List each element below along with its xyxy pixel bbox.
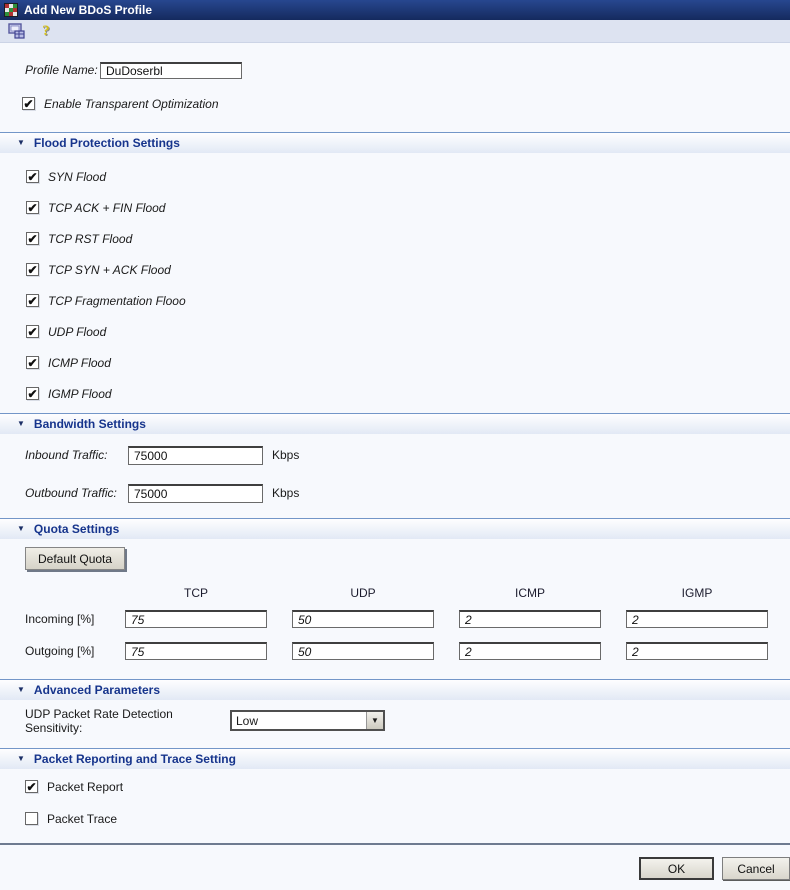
inbound-traffic-input[interactable] — [128, 446, 263, 465]
icmp-flood-checkbox[interactable]: ✔ — [27, 355, 38, 370]
flood-item-row — [26, 200, 790, 215]
incoming-icmp-input[interactable] — [459, 610, 601, 628]
tcp-rst-flood-checkbox[interactable]: ✔ — [27, 231, 38, 246]
tcp-ack-fin-flood-checkbox[interactable]: ✔ — [27, 200, 38, 215]
packet-trace-label: Packet Trace — [47, 811, 118, 826]
flood-item-row — [26, 355, 790, 370]
udp-flood-label: UDP Flood — [48, 324, 107, 339]
packet-report-checkbox[interactable]: ✔ — [26, 779, 37, 794]
inbound-traffic-label: Inbound Traffic: — [25, 448, 108, 462]
section-reporting-title: Packet Reporting and Trace Setting — [33, 752, 236, 766]
quota-col-icmp: ICMP — [515, 586, 545, 600]
inbound-traffic-unit: Kbps — [272, 448, 300, 462]
syn-flood-label: SYN Flood — [48, 169, 107, 184]
profile-name-label: Profile Name: — [25, 63, 98, 77]
incoming-igmp-input[interactable] — [626, 610, 768, 628]
collapse-triangle-icon: ▼ — [17, 524, 25, 533]
profile-name-input[interactable] — [100, 62, 242, 79]
transparent-optimization-checkbox[interactable]: ✔ — [23, 96, 34, 111]
save-table-icon[interactable] — [7, 22, 25, 40]
section-flood-title: Flood Protection Settings — [33, 136, 180, 150]
outgoing-udp-input[interactable] — [292, 642, 434, 660]
outgoing-icmp-input[interactable] — [459, 642, 601, 660]
udp-sensitivity-row — [25, 706, 790, 735]
quota-incoming-label: Incoming [%] — [25, 612, 95, 626]
title-bar — [0, 0, 790, 20]
transparent-optimization-row — [22, 96, 790, 111]
section-bandwidth[interactable] — [0, 413, 790, 434]
section-reporting[interactable] — [0, 748, 790, 769]
quota-incoming-row — [0, 610, 790, 628]
tcp-fragmentation-flood-label: TCP Fragmentation Flooo — [48, 293, 186, 308]
packet-report-row — [25, 779, 790, 794]
udp-sensitivity-dropdown[interactable] — [230, 710, 385, 731]
cancel-button[interactable]: Cancel — [722, 857, 790, 880]
udp-sensitivity-label: UDP Packet Rate Detection Sensitivity: — [25, 706, 173, 735]
incoming-udp-input[interactable] — [292, 610, 434, 628]
outbound-traffic-unit: Kbps — [272, 486, 300, 500]
section-flood-protection[interactable] — [0, 132, 790, 153]
inbound-traffic-row — [25, 444, 790, 466]
outbound-traffic-row — [25, 482, 790, 504]
collapse-triangle-icon: ▼ — [17, 419, 25, 428]
tcp-syn-ack-flood-checkbox[interactable]: ✔ — [27, 262, 38, 277]
section-quota[interactable] — [0, 518, 790, 539]
quota-col-igmp: IGMP — [681, 586, 713, 600]
syn-flood-checkbox[interactable]: ✔ — [27, 169, 38, 184]
packet-report-label: Packet Report — [47, 779, 124, 794]
packet-trace-row — [25, 811, 790, 826]
udp-sensitivity-value: Low — [236, 713, 259, 728]
toolbar — [0, 20, 790, 43]
window-title: Add New BDoS Profile — [24, 3, 153, 17]
flood-item-row — [26, 293, 790, 308]
quota-col-udp: UDP — [350, 586, 376, 600]
quota-col-tcp: TCP — [184, 586, 208, 600]
section-quota-title: Quota Settings — [33, 522, 120, 536]
collapse-triangle-icon: ▼ — [17, 138, 25, 147]
outbound-traffic-input[interactable] — [128, 484, 263, 503]
transparent-optimization-label: Enable Transparent Optimization — [44, 96, 219, 111]
tcp-rst-flood-label: TCP RST Flood — [48, 231, 133, 246]
outgoing-tcp-input[interactable] — [125, 642, 267, 660]
outbound-traffic-label: Outbound Traffic: — [25, 486, 117, 500]
outgoing-igmp-input[interactable] — [626, 642, 768, 660]
quota-column-headers — [0, 586, 790, 600]
footer-buttons — [639, 857, 790, 880]
flood-item-row — [26, 386, 790, 401]
default-quota-button[interactable]: Default Quota — [25, 547, 125, 570]
igmp-flood-checkbox[interactable]: ✔ — [27, 386, 38, 401]
flood-item-row — [26, 231, 790, 246]
flood-checkbox-list — [0, 169, 790, 401]
packet-trace-checkbox[interactable] — [25, 812, 38, 825]
tcp-ack-fin-flood-label: TCP ACK + FIN Flood — [48, 200, 166, 215]
section-bandwidth-title: Bandwidth Settings — [33, 417, 146, 431]
quota-outgoing-label: Outgoing [%] — [25, 644, 95, 658]
section-advanced[interactable] — [0, 679, 790, 700]
section-advanced-title: Advanced Parameters — [33, 683, 160, 697]
tcp-syn-ack-flood-label: TCP SYN + ACK Flood — [48, 262, 171, 277]
icmp-flood-label: ICMP Flood — [48, 355, 111, 370]
flood-item-row — [26, 169, 790, 184]
flood-item-row — [26, 324, 790, 339]
footer-separator — [0, 843, 790, 845]
quota-outgoing-row — [0, 642, 790, 660]
collapse-triangle-icon: ▼ — [17, 754, 25, 763]
incoming-tcp-input[interactable] — [125, 610, 267, 628]
chevron-down-icon[interactable]: ▼ — [366, 712, 383, 729]
flood-item-row — [26, 262, 790, 277]
app-icon — [4, 3, 18, 17]
collapse-triangle-icon: ▼ — [17, 685, 25, 694]
ok-button[interactable]: OK — [639, 857, 714, 880]
tcp-fragmentation-flood-checkbox[interactable]: ✔ — [27, 293, 38, 308]
profile-name-row — [25, 61, 790, 79]
udp-flood-checkbox[interactable]: ✔ — [27, 324, 38, 339]
igmp-flood-label: IGMP Flood — [48, 386, 112, 401]
help-icon[interactable]: ? — [42, 22, 50, 39]
